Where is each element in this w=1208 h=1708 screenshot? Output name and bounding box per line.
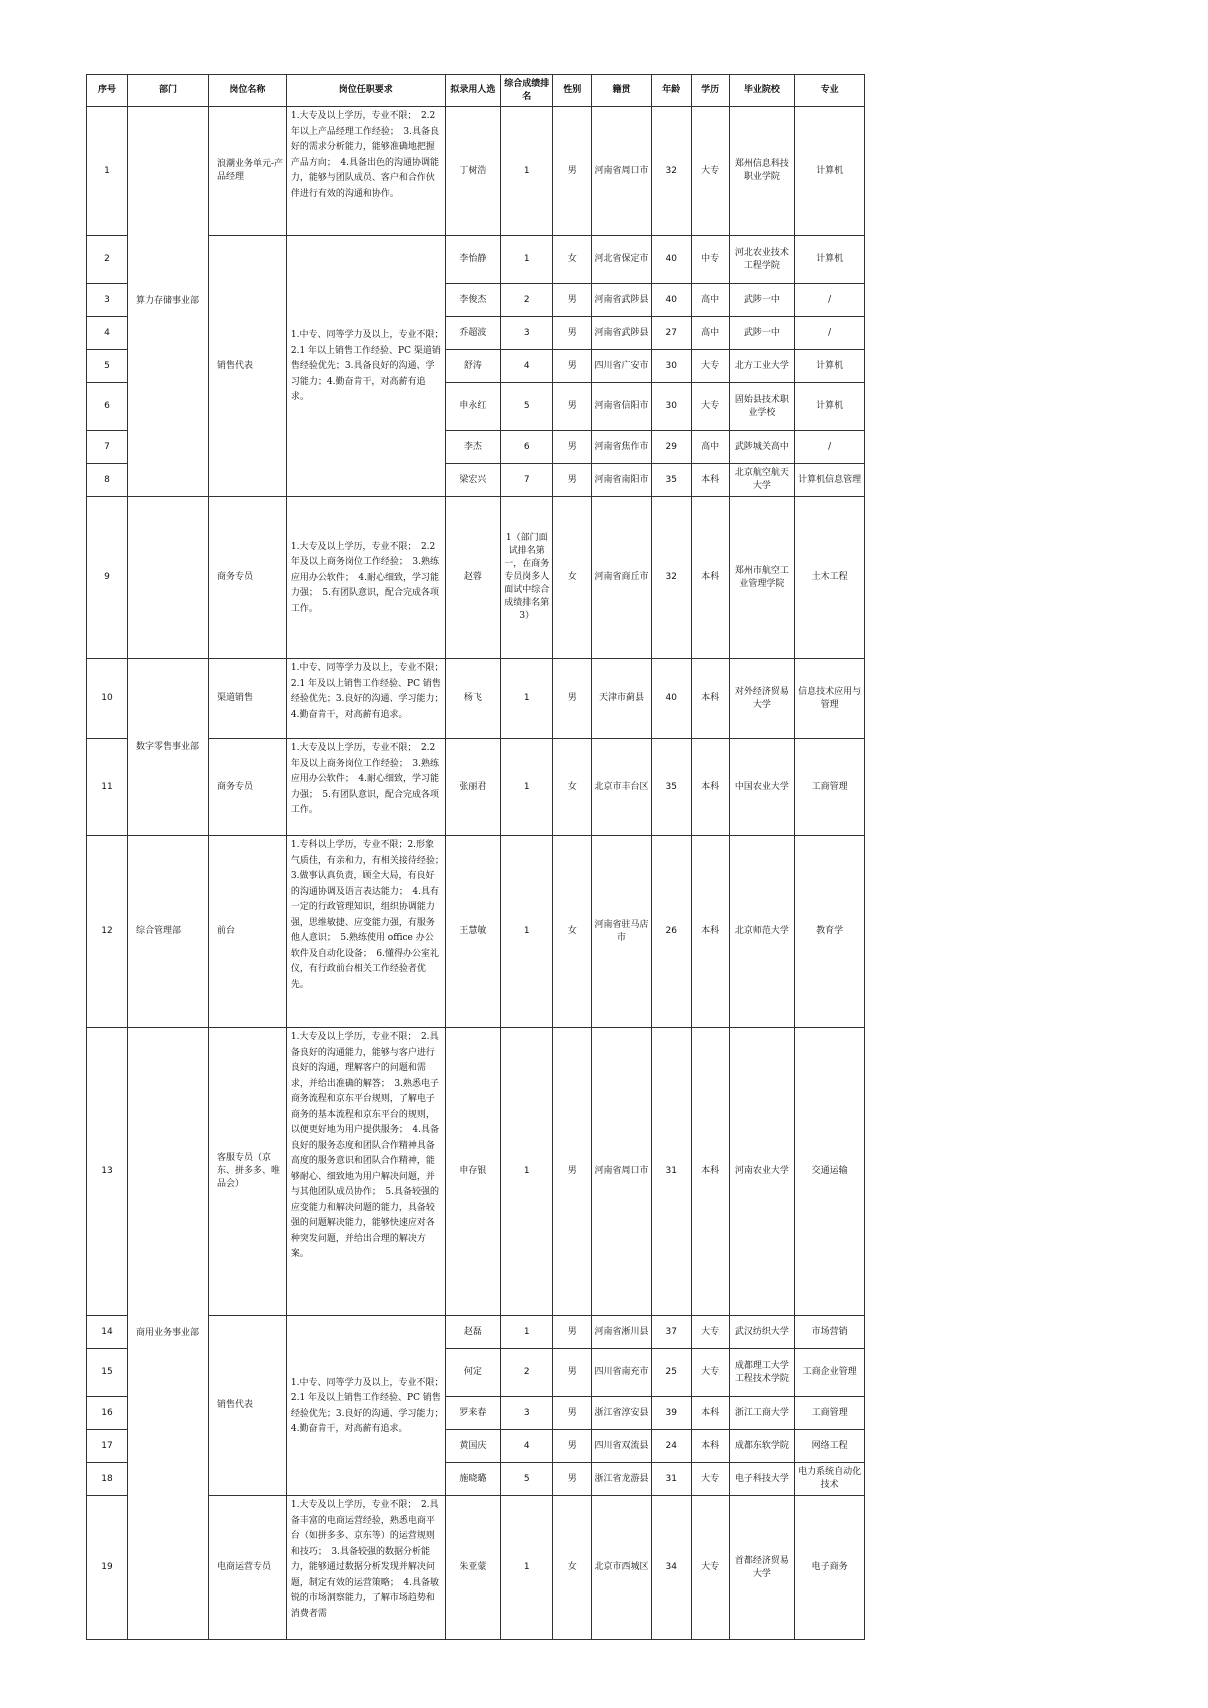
cell-age: 30 [651, 350, 691, 383]
cell-no: 7 [87, 431, 128, 464]
cell-education: 本科 [691, 1397, 729, 1430]
cell-school: 郑州信息科技职业学院 [729, 107, 795, 236]
cell-candidate: 张丽君 [445, 739, 500, 836]
cell-rank: 1 [501, 659, 553, 739]
cell-dept-empty [128, 497, 209, 659]
cell-candidate: 赵磊 [445, 1316, 500, 1349]
cell-age: 40 [651, 659, 691, 739]
cell-school: 郑州市航空工业管理学院 [729, 497, 795, 659]
cell-origin: 浙江省龙游县 [592, 1463, 651, 1496]
cell-major: 计算机 [795, 350, 865, 383]
cell-candidate: 王慧敏 [445, 836, 500, 1028]
cell-major: / [795, 431, 865, 464]
cell-school: 武陟城关高中 [729, 431, 795, 464]
cell-education: 本科 [691, 497, 729, 659]
cell-gender: 男 [553, 1397, 592, 1430]
table-row [87, 836, 865, 1028]
cell-gender: 女 [553, 739, 592, 836]
cell-origin: 四川省南充市 [592, 1349, 651, 1397]
cell-age: 25 [651, 1349, 691, 1397]
cell-school: 武陟一中 [729, 317, 795, 350]
requirements-text: 1.中专、同等学力及以上，专业不限； 2.1 年以上销售工作经验、PC 渠道销售经验优先；3.具备良好的沟通、学习能力；4.勤奋肯干，对高薪有追求。 [290, 330, 448, 403]
cell-candidate: 李杰 [445, 431, 500, 464]
cell-rank: 1 [501, 739, 553, 836]
cell-requirements [286, 236, 448, 497]
cell-rank: 5 [501, 1463, 553, 1496]
cell-gender: 女 [553, 236, 592, 284]
cell-gender: 男 [553, 284, 592, 317]
cell-origin: 四川省广安市 [592, 350, 651, 383]
header-origin: 籍贯 [592, 75, 651, 107]
cell-candidate: 施晓璐 [445, 1463, 500, 1496]
cell-age: 27 [651, 317, 691, 350]
cell-age: 31 [651, 1463, 691, 1496]
requirements-text: 1.中专、同等学力及以上，专业不限； 2.1 年及以上销售工作经验、PC 销售经验优先；3.良好的沟通、学习能力； 4.勤奋肯干，对高薪有追求。 [290, 663, 457, 720]
cell-gender: 男 [553, 1463, 592, 1496]
requirements-text: 1.大专及以上学历，专业不限； 2.2 年及以上商务岗位工作经验； 3.熟练应用办公软件； 4.耐心细致，学习能力强； 5.有团队意识，配合完成各项工作。 [290, 743, 439, 815]
cell-education: 大专 [691, 1463, 729, 1496]
cell-major: 电力系统自动化技术 [795, 1463, 865, 1496]
cell-candidate: 申永红 [445, 383, 500, 431]
cell-school: 电子科技大学 [729, 1463, 795, 1496]
cell-gender: 男 [553, 659, 592, 739]
cell-education: 大专 [691, 350, 729, 383]
cell-no: 3 [87, 284, 128, 317]
cell-rank: 7 [501, 464, 553, 497]
cell-rank: 2 [501, 284, 553, 317]
cell-age: 40 [651, 284, 691, 317]
cell-education: 本科 [691, 836, 729, 1028]
cell-requirements [286, 836, 449, 1028]
cell-major: 计算机 [795, 236, 865, 284]
cell-requirements [286, 1316, 457, 1496]
cell-major: / [795, 284, 865, 317]
cell-rank: 4 [501, 1430, 553, 1463]
cell-no: 14 [87, 1316, 128, 1349]
cell-candidate: 黄国庆 [445, 1430, 500, 1463]
cell-gender: 男 [553, 317, 592, 350]
cell-education: 大专 [691, 107, 729, 236]
cell-rank: 1 [501, 107, 553, 236]
cell-candidate: 舒涛 [445, 350, 500, 383]
cell-age: 35 [651, 739, 691, 836]
cell-school: 浙江工商大学 [729, 1397, 795, 1430]
cell-origin: 河南省信阳市 [592, 383, 651, 431]
cell-origin: 河南省周口市 [592, 1028, 651, 1316]
cell-origin: 浙江省淳安县 [592, 1397, 651, 1430]
table-row [87, 497, 865, 659]
cell-dept: 算力存储事业部 [128, 107, 209, 497]
cell-rank: 1 [501, 1316, 553, 1349]
cell-education: 大专 [691, 1316, 729, 1349]
cell-origin: 河南省武陟县 [592, 317, 651, 350]
cell-major: 计算机 [795, 383, 865, 431]
cell-candidate: 李俊杰 [445, 284, 500, 317]
cell-requirements [286, 1496, 445, 1640]
cell-position: 商务专员 [208, 497, 286, 659]
cell-age: 37 [651, 1316, 691, 1349]
recruitment-table-document [86, 74, 865, 1640]
cell-age: 29 [651, 431, 691, 464]
table-header-row [87, 75, 865, 107]
cell-dept: 综合管理部 [128, 836, 209, 1028]
cell-gender: 男 [553, 1430, 592, 1463]
cell-requirements [286, 1028, 445, 1316]
cell-requirements [286, 659, 457, 739]
cell-age: 34 [651, 1496, 691, 1640]
cell-education: 中专 [691, 236, 729, 284]
cell-school: 北京师范大学 [729, 836, 795, 1028]
cell-age: 39 [651, 1397, 691, 1430]
cell-school: 河北农业技术工程学院 [729, 236, 795, 284]
cell-school: 武陟一中 [729, 284, 795, 317]
header-position: 岗位名称 [208, 75, 286, 107]
cell-candidate: 梁宏兴 [445, 464, 500, 497]
cell-position: 前台 [208, 836, 286, 1028]
cell-candidate: 罗来春 [445, 1397, 500, 1430]
cell-major: 工商企业管理 [795, 1349, 865, 1397]
table-row [87, 1028, 865, 1316]
cell-age: 32 [651, 107, 691, 236]
cell-candidate: 乔超波 [445, 317, 500, 350]
cell-rank: 1 [501, 1028, 553, 1316]
cell-education: 高中 [691, 317, 729, 350]
cell-major: 网络工程 [795, 1430, 865, 1463]
cell-position: 客服专员（京东、拼多多、唯品会） [208, 1028, 286, 1316]
cell-candidate: 赵蓉 [445, 497, 500, 659]
cell-no: 15 [87, 1349, 128, 1397]
cell-no: 2 [87, 236, 128, 284]
cell-education: 本科 [691, 739, 729, 836]
cell-origin: 四川省双流县 [592, 1430, 651, 1463]
cell-origin: 河南省南阳市 [592, 464, 651, 497]
header-education: 学历 [691, 75, 729, 107]
cell-no: 19 [87, 1496, 128, 1640]
cell-school: 对外经济贸易大学 [729, 659, 795, 739]
cell-age: 24 [651, 1430, 691, 1463]
requirements-text: 1.大专及以上学历，专业不限； 2.2 年及以上商务岗位工作经验； 3.熟练应用办公软件； 4.耐心细致，学习能力强； 5.有团队意识，配合完成各项工作。 [290, 541, 439, 614]
cell-rank: 1（部门面试排名第一，在商务专员岗多人面试中综合成绩排名第 3） [501, 497, 553, 659]
cell-school: 北京航空航天大学 [729, 464, 795, 497]
cell-requirements [286, 497, 445, 659]
cell-candidate: 朱亚蒙 [445, 1496, 500, 1640]
cell-school: 中国农业大学 [729, 739, 795, 836]
cell-no: 11 [87, 739, 128, 836]
cell-school: 成都东软学院 [729, 1430, 795, 1463]
cell-gender: 男 [553, 1028, 592, 1316]
cell-school: 河南农业大学 [729, 1028, 795, 1316]
cell-education: 大专 [691, 1496, 729, 1640]
cell-gender: 女 [553, 1496, 592, 1640]
cell-position: 销售代表 [208, 236, 286, 497]
header-no: 序号 [87, 75, 128, 107]
cell-rank: 3 [501, 1397, 553, 1430]
cell-no: 8 [87, 464, 128, 497]
cell-major: 计算机信息管理 [795, 464, 865, 497]
header-rank: 综合成绩排名 [501, 75, 553, 107]
cell-requirements [286, 107, 445, 236]
cell-gender: 男 [553, 464, 592, 497]
requirements-text: 1.大专及以上学历，专业不限； 2.2 年以上产品经理工作经验； 3.具备良好的需求分析能力，能够准确地把握产品方向； 4.具备出色的沟通协调能力，能够与团队成员、客户和合作伙伴进行有效的沟通和协作。 [290, 111, 439, 199]
cell-age: 35 [651, 464, 691, 497]
cell-education: 本科 [691, 1028, 729, 1316]
cell-major: 工商管理 [795, 739, 865, 836]
cell-school: 固始县技术职业学校 [729, 383, 795, 431]
header-gender: 性别 [553, 75, 592, 107]
cell-gender: 女 [553, 497, 592, 659]
cell-origin: 天津市蓟县 [592, 659, 651, 739]
cell-position: 销售代表 [208, 1316, 286, 1496]
cell-rank: 3 [501, 317, 553, 350]
cell-gender: 男 [553, 431, 592, 464]
table-row [87, 107, 865, 236]
cell-education: 高中 [691, 431, 729, 464]
requirements-text: 1.专科以上学历，专业不限；2.形象气质佳，有亲和力，有相关接待经验； 3.做事认真负责，顾全大局，有良好的沟通协调及语言表达能力； 4.具有一定的行政管理知识，组织协调能力强，思维敏捷、应变能力强，有服务他人意识； 5.熟练使用 office 办公软件及自动化设备； 6.懂得办公室礼仪，有行政前台相关工作经验者优先。 [290, 840, 449, 990]
cell-origin: 河北省保定市 [592, 236, 651, 284]
header-school: 毕业院校 [729, 75, 795, 107]
cell-rank: 5 [501, 383, 553, 431]
cell-no: 5 [87, 350, 128, 383]
cell-no: 10 [87, 659, 128, 739]
cell-rank: 6 [501, 431, 553, 464]
cell-major: 交通运输 [795, 1028, 865, 1316]
cell-no: 9 [87, 497, 128, 659]
header-major: 专业 [795, 75, 865, 107]
cell-age: 30 [651, 383, 691, 431]
cell-school: 成都理工大学工程技术学院 [729, 1349, 795, 1397]
cell-no: 18 [87, 1463, 128, 1496]
cell-school: 北方工业大学 [729, 350, 795, 383]
cell-candidate: 申存银 [445, 1028, 500, 1316]
header-candidate: 拟录用人选 [445, 75, 500, 107]
cell-position: 电商运营专员 [208, 1496, 286, 1640]
cell-major: 信息技术应用与管理 [795, 659, 865, 739]
requirements-text: 1.大专及以上学历，专业不限； 2.具备丰富的电商运营经验，熟悉电商平台（如拼多多、京东等）的运营规则和技巧； 3.具备较强的数据分析能力，能够通过数据分析发现并解决问题，制定有效的运营策略； 4.具备敏锐的市场洞察能力，了解市场趋势和消费者需 [290, 1500, 439, 1619]
cell-candidate: 何定 [445, 1349, 500, 1397]
cell-major: / [795, 317, 865, 350]
cell-rank: 1 [501, 836, 553, 1028]
cell-major: 教育学 [795, 836, 865, 1028]
cell-education: 本科 [691, 659, 729, 739]
cell-gender: 男 [553, 350, 592, 383]
cell-education: 本科 [691, 1430, 729, 1463]
cell-no: 12 [87, 836, 128, 1028]
cell-origin: 河南省商丘市 [592, 497, 651, 659]
cell-dept: 数字零售事业部 [128, 659, 209, 836]
cell-major: 市场营销 [795, 1316, 865, 1349]
cell-position: 渠道销售 [208, 659, 286, 739]
cell-no: 16 [87, 1397, 128, 1430]
cell-dept: 商用业务事业部 [128, 1028, 209, 1640]
cell-no: 4 [87, 317, 128, 350]
cell-gender: 男 [553, 1316, 592, 1349]
cell-rank: 1 [501, 236, 553, 284]
cell-rank: 2 [501, 1349, 553, 1397]
cell-candidate: 杨飞 [445, 659, 500, 739]
cell-no: 6 [87, 383, 128, 431]
cell-school: 武汉纺织大学 [729, 1316, 795, 1349]
cell-gender: 男 [553, 1349, 592, 1397]
cell-candidate: 李怡静 [445, 236, 500, 284]
candidate-table [86, 74, 865, 1640]
cell-major: 计算机 [795, 107, 865, 236]
cell-origin: 河南省焦作市 [592, 431, 651, 464]
requirements-text: 1.大专及以上学历，专业不限； 2.具备良好的沟通能力，能够与客户进行良好的沟通，理解客户的问题和需求，并给出准确的解答； 3.熟悉电子商务流程和京东平台规则，了解电子商务的基本流程和京东平台的规则，以便更好地为用户提供服务； 4.具备良好的服务态度和团队合作精神具备高度的服务意识和团队合作精神，能够耐心、细致地为用户解决问题，并与其他团队成员协作； 5.具备较强的应变能力和解决问题的能力，具备较强的问题解决能力，能够快速应对各种突发问题，并给出合理的解决方案。 [290, 1032, 439, 1259]
cell-position: 商务专员 [208, 739, 286, 836]
cell-age: 26 [651, 836, 691, 1028]
cell-origin: 北京市丰台区 [592, 739, 651, 836]
cell-education: 大专 [691, 1349, 729, 1397]
cell-rank: 1 [501, 1496, 553, 1640]
header-age: 年龄 [651, 75, 691, 107]
cell-no: 1 [87, 107, 128, 236]
cell-rank: 4 [501, 350, 553, 383]
cell-gender: 男 [553, 383, 592, 431]
cell-requirements [286, 739, 445, 836]
cell-age: 40 [651, 236, 691, 284]
cell-major: 土木工程 [795, 497, 865, 659]
cell-no: 13 [87, 1028, 128, 1316]
cell-origin: 河南省武陟县 [592, 284, 651, 317]
cell-age: 31 [651, 1028, 691, 1316]
cell-gender: 女 [553, 836, 592, 1028]
cell-origin: 北京市西城区 [592, 1496, 651, 1640]
header-dept: 部门 [128, 75, 209, 107]
cell-gender: 男 [553, 107, 592, 236]
cell-major: 工商管理 [795, 1397, 865, 1430]
cell-position: 浪潮业务单元-产品经理 [208, 107, 286, 236]
cell-origin: 河南省驻马店市 [592, 836, 651, 1028]
cell-origin: 河南省淅川县 [592, 1316, 651, 1349]
cell-origin: 河南省周口市 [592, 107, 651, 236]
cell-major: 电子商务 [795, 1496, 865, 1640]
cell-education: 高中 [691, 284, 729, 317]
cell-school: 首都经济贸易大学 [729, 1496, 795, 1640]
cell-age: 32 [651, 497, 691, 659]
header-requirements: 岗位任职要求 [286, 75, 445, 107]
cell-education: 大专 [691, 383, 729, 431]
requirements-text: 1.中专、同等学力及以上，专业不限； 2.1 年及以上销售工作经验、PC 销售经验优先；3.良好的沟通、学习能力； 4.勤奋肯干，对高薪有追求。 [290, 1377, 457, 1434]
table-row [87, 659, 865, 739]
cell-education: 本科 [691, 464, 729, 497]
cell-candidate: 丁树浩 [445, 107, 500, 236]
cell-no: 17 [87, 1430, 128, 1463]
